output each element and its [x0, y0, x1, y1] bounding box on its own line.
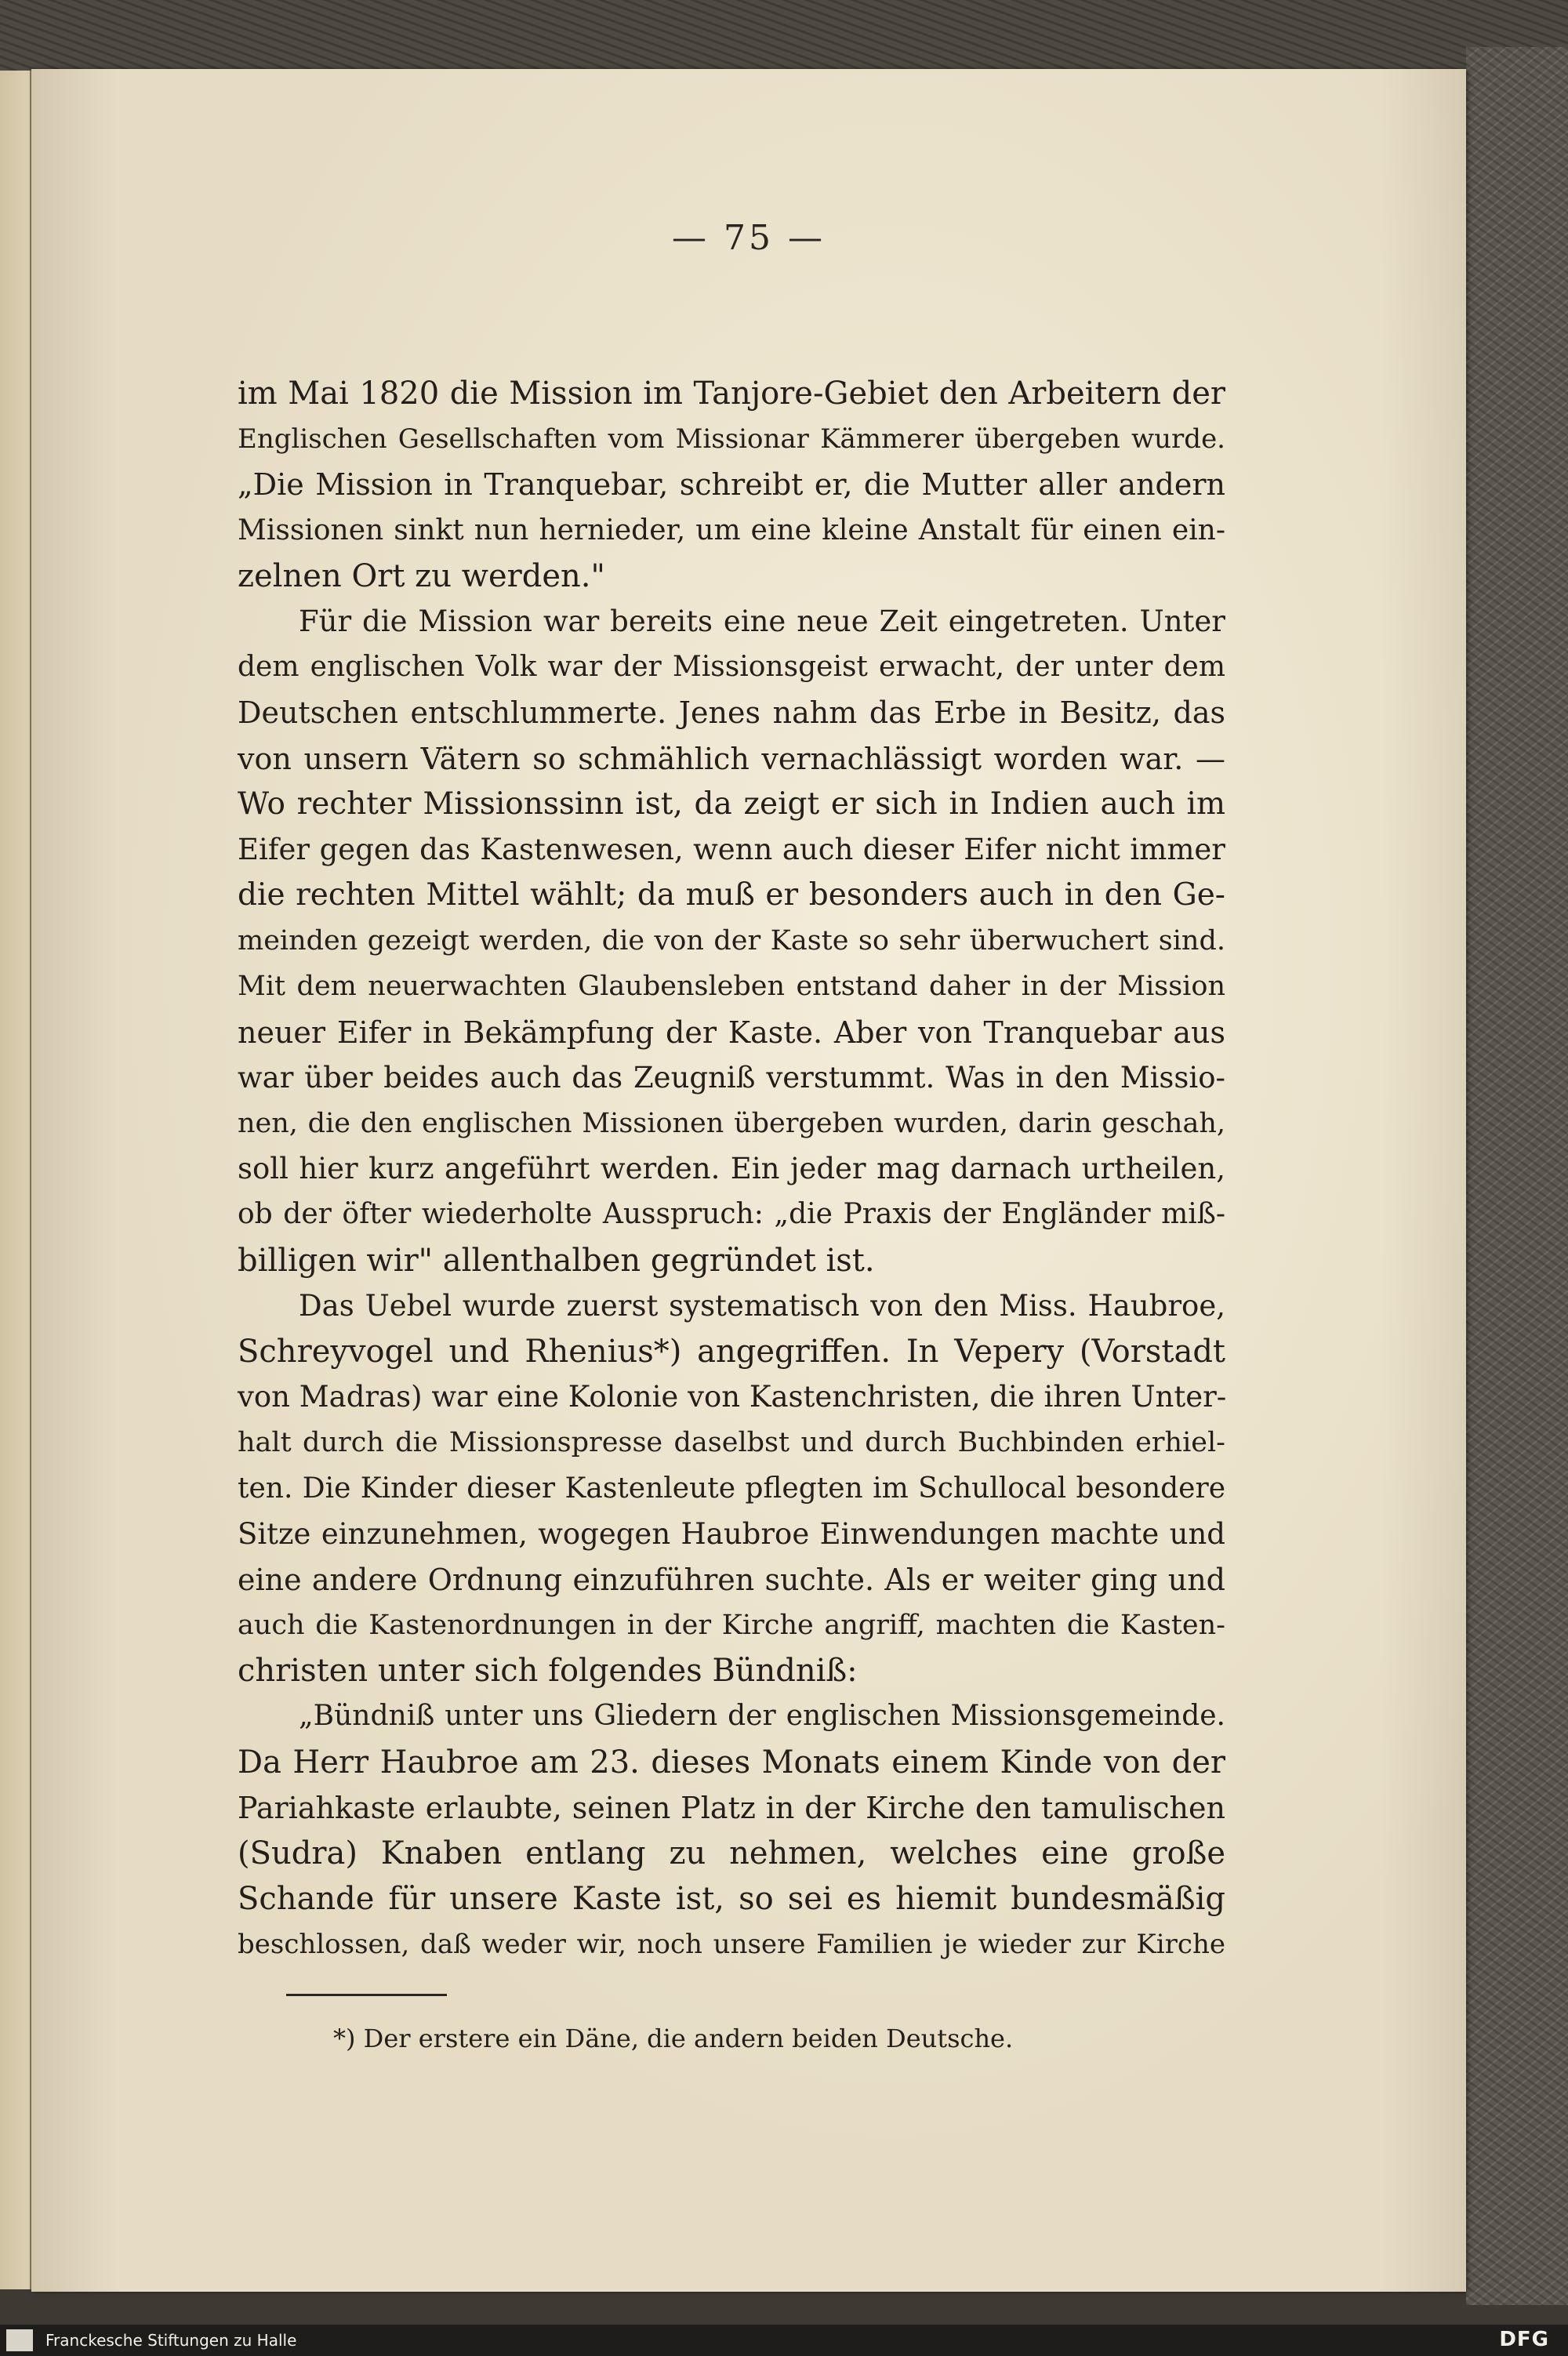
text-line: nen, die den englischen Missionen übergeben wurden, darin geschah,: [238, 1108, 1225, 1139]
text-line: Englischen Gesellschaften vom Missionar Kämmerer übergeben wurde.: [238, 423, 1225, 456]
text-line: billigen wir" allenthalben gegründet ist.: [238, 1242, 875, 1279]
text-line: Mit dem neuerwachten Glaubensleben entstand daher in der Mission: [238, 971, 1225, 1003]
text-line: ten. Die Kinder dieser Kastenleute pflegten im Schullocal besondere: [238, 1472, 1225, 1505]
text-line: Deutschen entschlummerte. Jenes nahm das Erbe in Besitz, das: [238, 695, 1225, 731]
text-line: Das Uebel wurde zuerst systematisch von den Miss. Haubroe,: [299, 1288, 1225, 1323]
text-line: von unsern Vätern so schmählich vernachlässigt worden war. —: [238, 741, 1225, 776]
text-line: Sitze einzunehmen, wogegen Haubroe Einwendungen machte und: [238, 1516, 1225, 1551]
text-line: Eifer gegen das Kastenwesen, wenn auch dieser Eifer nicht immer: [238, 832, 1225, 866]
text-line: war über beides auch das Zeugniß verstummt. Was in den Missio-: [238, 1060, 1225, 1095]
text-line: dem englischen Volk war der Missionsgeist erwacht, der unter dem: [238, 651, 1225, 684]
text-line: zelnen Ort zu werden.": [238, 557, 605, 594]
text-line: eine andere Ordnung einzuführen suchte. Als er weiter ging und: [238, 1562, 1225, 1597]
viewer-footer-bar: [0, 2325, 1568, 2356]
text-line: beschlossen, daß weder wir, noch unsere Familien je wieder zur Kirche: [238, 1929, 1225, 1961]
institution-name: Franckesche Stiftungen zu Halle: [45, 2331, 297, 2350]
text-line: Da Herr Haubroe am 23. dieses Monats einem Kinde von der: [238, 1744, 1225, 1781]
book-cover-right: [1466, 47, 1568, 2305]
text-line: „Bündniß unter uns Gliedern der englischen Missionsgemeinde.: [299, 1700, 1225, 1733]
text-line: Für die Mission war bereits eine neue Zeit eingetreten. Unter: [299, 604, 1225, 638]
text-line: soll hier kurz angeführt werden. Ein jeder mag darnach urtheilen,: [238, 1152, 1225, 1186]
text-line: (Sudra) Knaben entlang zu nehmen, welches eine große: [238, 1835, 1225, 1871]
dfg-logo: DFG: [1499, 2328, 1549, 2351]
book-page: [31, 69, 1466, 2292]
text-line: von Madras) war eine Kolonie von Kastenchristen, die ihren Unter-: [238, 1380, 1227, 1414]
text-line: auch die Kastenordnungen in der Kirche angriff, machten die Kasten-: [238, 1610, 1225, 1642]
text-line: Missionen sinkt nun hernieder, um eine kleine Anstalt für einen ein-: [238, 514, 1225, 546]
text-line: Schreyvogel und Rhenius*) angegriffen. In Vepery (Vorstadt: [238, 1333, 1225, 1370]
left-page-edge: [0, 71, 31, 2289]
text-line: meinden gezeigt werden, die von der Kaste so sehr überwuchert sind.: [238, 925, 1225, 957]
text-line: Schande für unsere Kaste ist, so sei es hiemit bundesmäßig: [238, 1881, 1225, 1918]
footnote: *) Der erstere ein Däne, die andern beiden Deutsche.: [333, 2024, 1014, 2053]
text-line: im Mai 1820 die Mission im Tanjore-Gebiet den Arbeitern der: [238, 376, 1225, 412]
footnote-rule: [286, 1994, 447, 1996]
text-line: halt durch die Missionspresse daselbst und durch Buchbinden erhiel-: [238, 1427, 1225, 1459]
text-line: christen unter sich folgendes Bündniß:: [238, 1653, 858, 1690]
institution-logo-icon: [6, 2329, 33, 2351]
book-cover-top: [0, 0, 1568, 74]
text-line: neuer Eifer in Bekämpfung der Kaste. Aber von Tranquebar aus: [238, 1015, 1225, 1050]
body-text: [238, 371, 1225, 1968]
text-line: „Die Mission in Tranquebar, schreibt er, die Mutter aller andern: [238, 467, 1225, 503]
text-line: Wo rechter Missionssinn ist, da zeigt er sich in Indien auch im: [238, 786, 1225, 822]
text-line: Pariahkaste erlaubte, seinen Platz in der Kirche den tamulischen: [238, 1790, 1225, 1825]
text-line: ob der öfter wiederholte Ausspruch: „die Praxis der Engländer miß-: [238, 1198, 1225, 1231]
page-number: — 75 —: [672, 218, 826, 258]
text-line: die rechten Mittel wählt; da muß er besonders auch in den Ge-: [238, 877, 1225, 913]
